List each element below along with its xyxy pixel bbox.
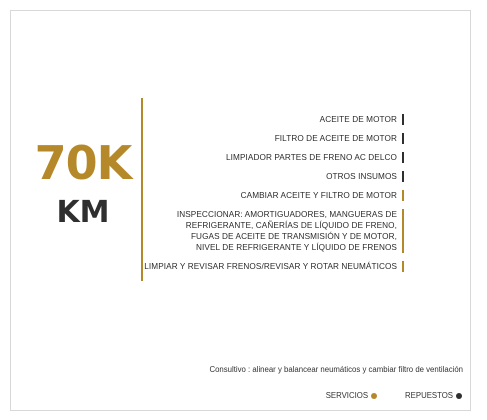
maintenance-item-text: OTROS INSUMOS — [326, 172, 397, 181]
legend — [298, 391, 462, 400]
category-marker-servicios — [402, 261, 404, 272]
maintenance-item-text: CAMBIAR ACEITE Y FILTRO DE MOTOR — [240, 191, 397, 200]
repuestos-dot-icon — [456, 393, 462, 399]
category-marker-servicios — [402, 190, 404, 201]
maintenance-item-text: LIMPIAR Y REVISAR FRENOS/REVISAR Y ROTAR NEUMÁTICOS — [144, 262, 397, 271]
maintenance-items-list — [144, 114, 404, 280]
legend-repuestos — [405, 391, 462, 400]
category-marker-repuestos — [402, 114, 404, 125]
maintenance-item — [154, 152, 404, 163]
category-marker-repuestos — [402, 152, 404, 163]
maintenance-item-text: LIMPIADOR PARTES DE FRENO AC DELCO — [226, 153, 397, 162]
divider-line — [141, 98, 143, 281]
maintenance-item — [154, 171, 404, 182]
maintenance-item — [154, 133, 404, 144]
legend-repuestos-label: REPUESTOS — [405, 391, 453, 400]
maintenance-item-text: ACEITE DE MOTOR — [319, 115, 397, 124]
category-marker-repuestos — [402, 133, 404, 144]
maintenance-item-text: INSPECCIONAR: AMORTIGUADORES, MANGUERAS DE REFRIGERANTE, CAÑERÍAS DE LÍQUIDO DE FRENO, FUGAS DE ACEITE DE TRANSMISIÓN Y DE MOTOR, NIVEL DE REFRIGERANTE Y LÍQUIDO DE FRENOS — [176, 210, 397, 252]
legend-servicios-label: SERVICIOS — [325, 391, 369, 400]
maintenance-item — [154, 190, 404, 201]
mileage-unit: KM — [56, 195, 110, 230]
maintenance-item — [154, 114, 404, 125]
category-marker-servicios — [402, 209, 404, 253]
legend-servicios — [326, 391, 377, 400]
maintenance-item-text: FILTRO DE ACEITE DE MOTOR — [274, 134, 397, 143]
consultivo-note: Consultivo : alinear y balancear neumáticos y cambiar filtro de ventilación — [209, 365, 463, 374]
category-marker-repuestos — [402, 171, 404, 182]
servicios-dot-icon — [371, 393, 377, 399]
mileage-number: 70K — [34, 136, 132, 190]
maintenance-item — [154, 209, 404, 253]
maintenance-item — [144, 261, 404, 272]
